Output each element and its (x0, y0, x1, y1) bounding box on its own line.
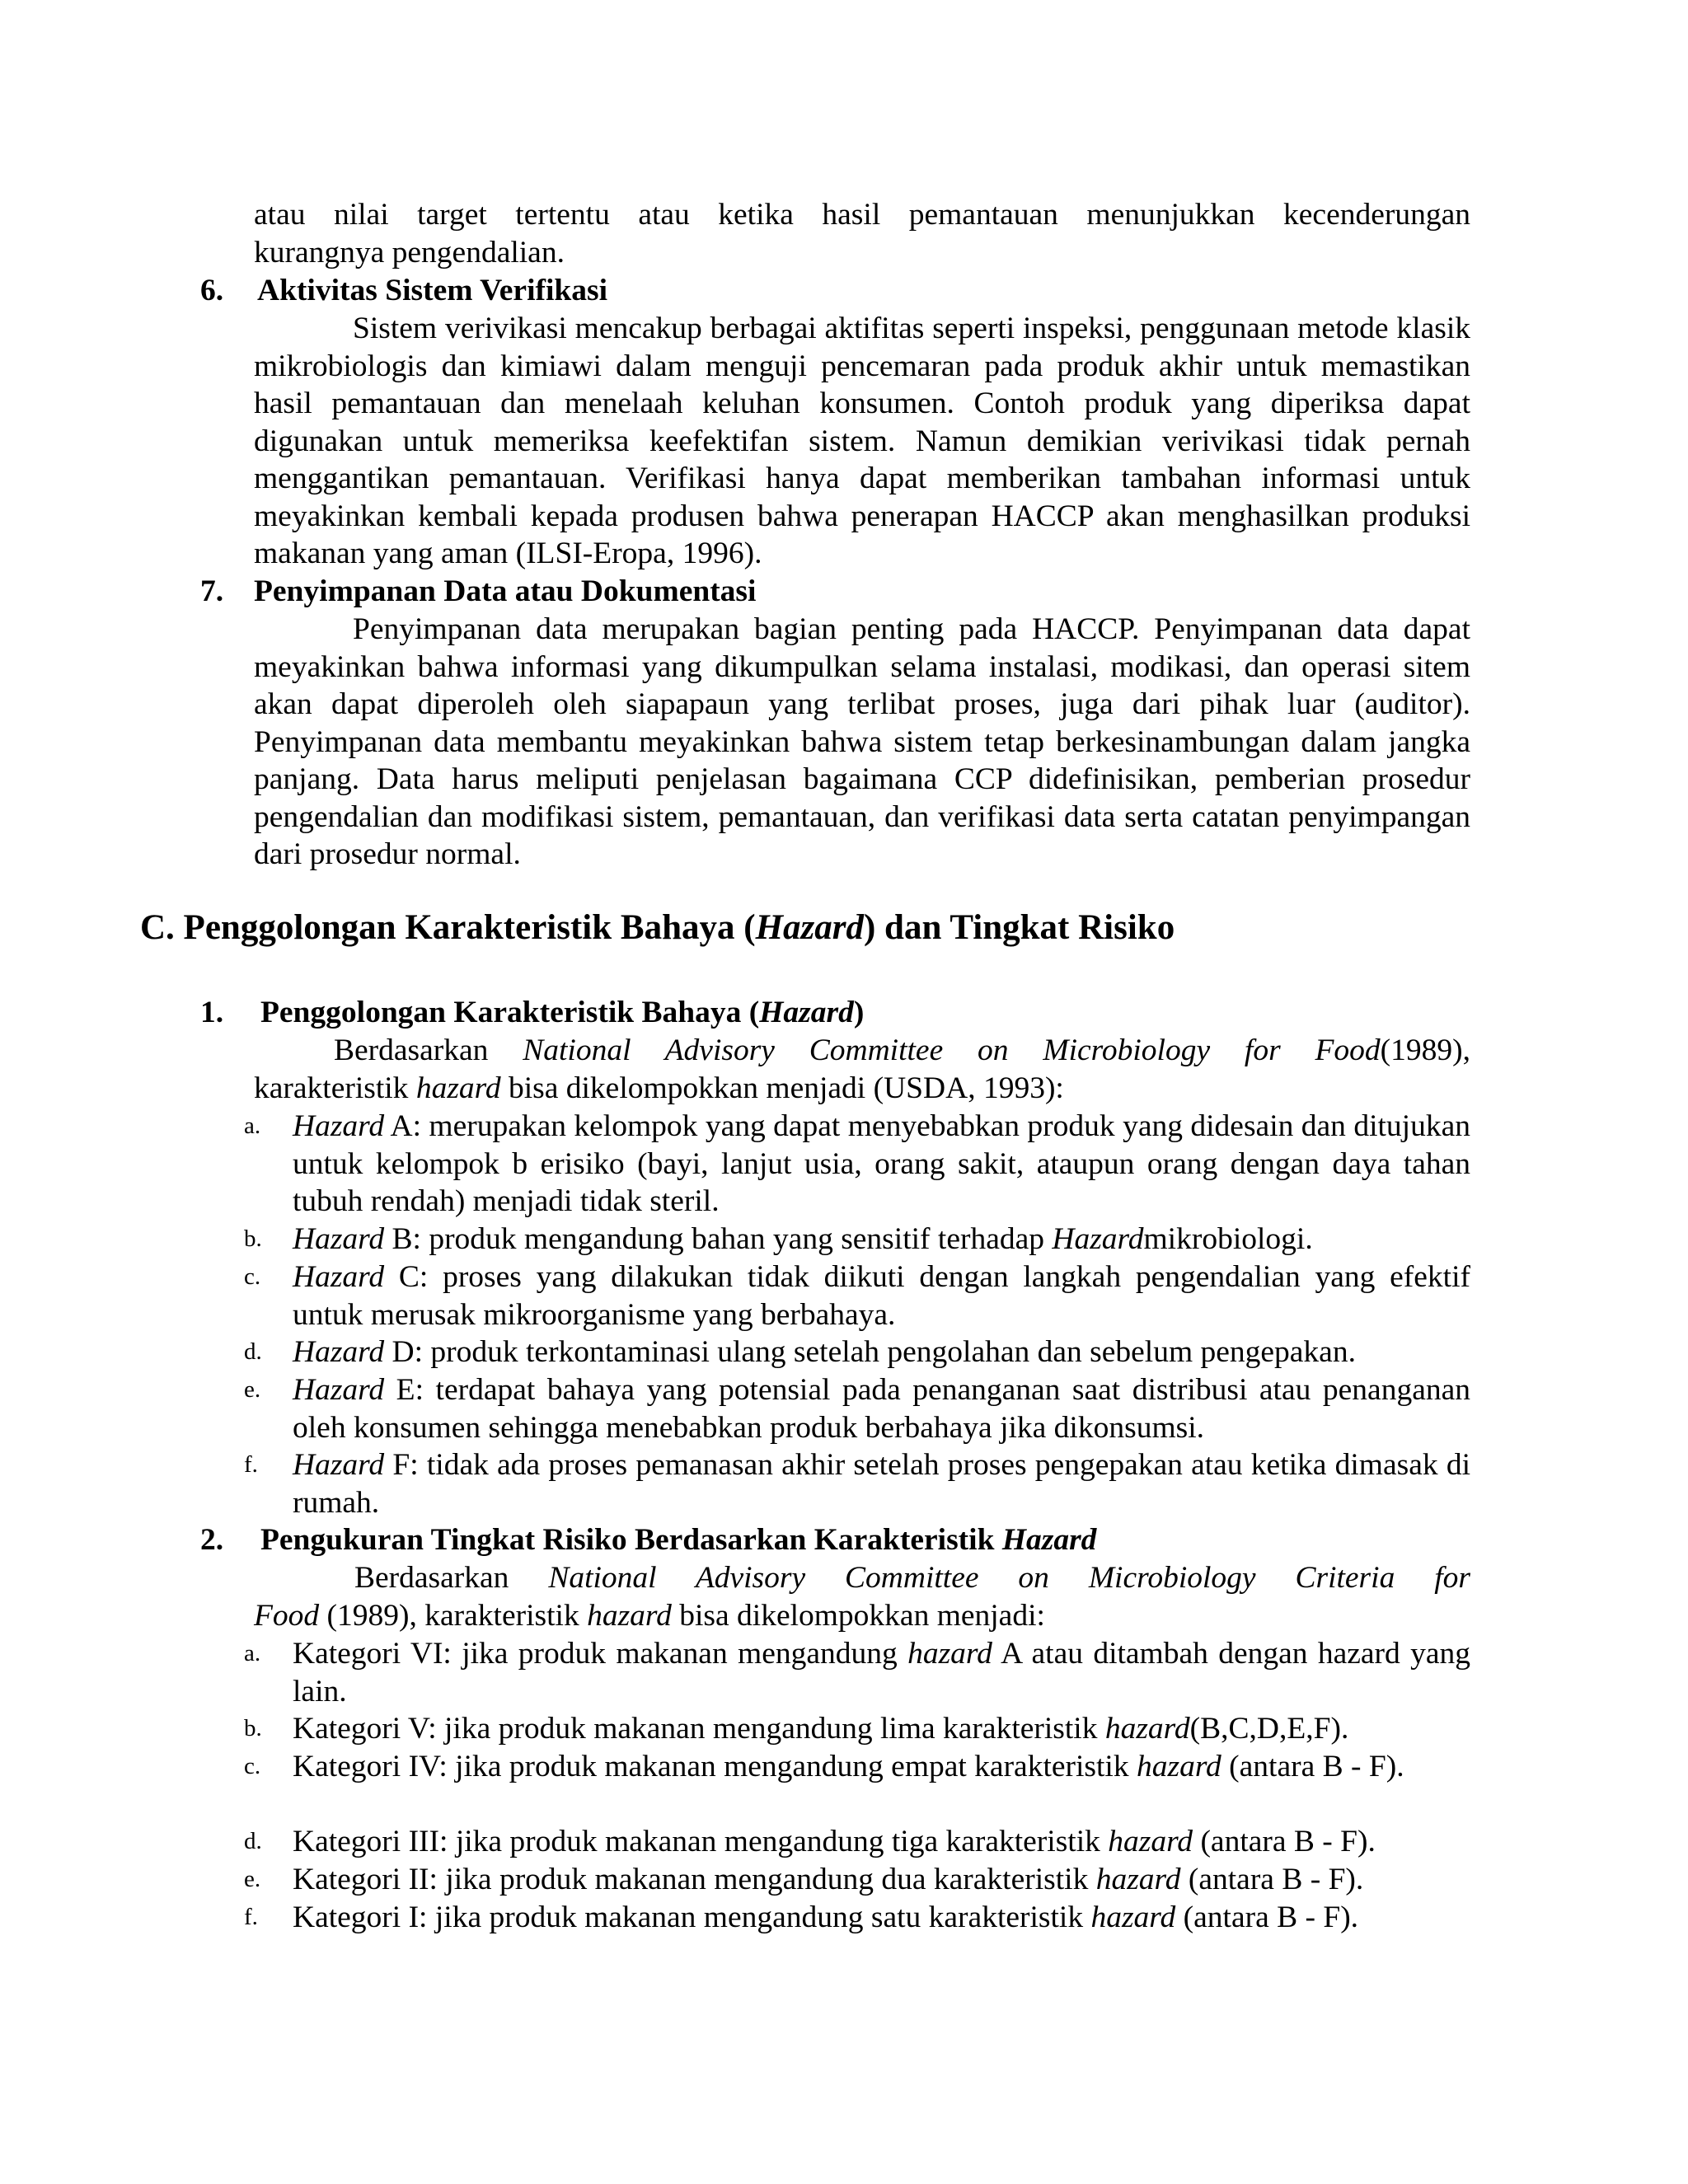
c2-item-d-text: Kategori III: jika produk makanan mengandung tiga karakteristik (293, 1825, 1109, 1858)
c2-item-b-text: Kategori V: jika produk makanan mengandung lima karakteristik (293, 1712, 1105, 1746)
c1-item-f-hazard: Hazard (293, 1448, 385, 1482)
c1-item-a-text: A: merupakan kelompok yang dapat menyebabkan produk yang didesain dan ditujukan untuk kelompok b erisiko (bayi, lanjut usia, orang sakit, ataupun orang dengan daya tahan tubuh rendah) menjadi tidak steril. (293, 1109, 1470, 1218)
c2-item-e (293, 1861, 1363, 1899)
c1-item-f-text: F: tidak ada proses pemanasan akhir setelah proses pengepakan atau ketika dimasak di rumah. (293, 1448, 1470, 1520)
c2-item-a (293, 1635, 1470, 1710)
subsection-1-title-a: Penggolongan Karakteristik Bahaya ( (260, 996, 760, 1029)
c1-item-d-text: D: produk terkontaminasi ulang setelah pengolahan dan sebelum pengepakan. (384, 1335, 1356, 1369)
intro-2-hazard: hazard (415, 1071, 501, 1105)
c2-intro-2-b: bisa dikelompokkan menjadi: (671, 1599, 1045, 1633)
c1-item-c-letter: c. (244, 1263, 261, 1290)
c2-item-e-text: Kategori II: jika produk makanan mengandung dua karakteristik (293, 1863, 1096, 1896)
c2-item-f-text-2: (antara B - F). (1175, 1900, 1359, 1934)
subsection-2-intro-line-2 (254, 1597, 1045, 1635)
c2-item-d-text-2: (antara B - F). (1193, 1825, 1376, 1858)
c1-item-d-letter: d. (244, 1338, 262, 1365)
c2-item-b-hazard: hazard (1104, 1712, 1190, 1746)
c1-item-c-text: C: proses yang dilakukan tidak diikuti dengan langkah pengendalian yang efektif untuk merusak mikroorganisme yang berbahaya. (293, 1260, 1470, 1332)
section-c-heading-text-a: C. Penggolongan Karakteristik Bahaya ( (140, 908, 756, 947)
c1-item-b-text: B: produk mengandung bahan yang sensitif terhadap (384, 1222, 1053, 1256)
intro-1-committee: National Advisory Committee on Microbiology for Food (523, 1033, 1381, 1067)
c1-item-a (293, 1108, 1470, 1221)
subsection-1-title-b: ) (853, 996, 865, 1029)
c1-item-b-letter: b. (244, 1226, 262, 1252)
c2-item-c-hazard: hazard (1136, 1750, 1221, 1783)
c1-item-e (293, 1371, 1470, 1446)
section-c-heading-text-b: ) dan Tingkat Risiko (863, 908, 1175, 947)
c1-item-f (293, 1446, 1470, 1521)
c2-item-f-text: Kategori I: jika produk makanan mengandung satu karakteristik (293, 1900, 1091, 1934)
c1-item-a-hazard: Hazard (293, 1109, 385, 1143)
c1-item-f-letter: f. (244, 1451, 258, 1478)
subsection-2-title-hazard: Hazard (1001, 1523, 1097, 1557)
continuation-line-1: atau nilai target tertentu atau ketika hasil pemantauan menunjukkan kecenderungan (254, 198, 1470, 232)
c2-item-a-letter: a. (244, 1640, 261, 1666)
c1-item-b-text-2: mikrobiologi. (1143, 1222, 1313, 1256)
c1-item-b (293, 1221, 1313, 1258)
subsection-2-number: 2. (200, 1523, 224, 1557)
subsection-2-intro-line-1 (354, 1559, 1470, 1597)
c2-item-f-hazard: hazard (1090, 1900, 1176, 1934)
c2-intro-1-a: Berdasarkan (354, 1561, 549, 1595)
intro-1-a: Berdasarkan (334, 1033, 523, 1067)
c1-item-b-hazard: Hazard (293, 1222, 385, 1256)
c2-item-a-text-2: A atau ditambah dengan hazard yang lain. (293, 1637, 1470, 1708)
section-c-heading-hazard: Hazard (755, 908, 864, 947)
subsection-2-title (260, 1521, 1096, 1559)
c2-item-c-text: Kategori IV: jika produk makanan mengandung empat karakteristik (293, 1750, 1137, 1783)
c2-item-b-text-2: (B,C,D,E,F). (1189, 1712, 1349, 1746)
c2-intro-2-hazard: hazard (587, 1599, 672, 1633)
c2-item-e-letter: e. (244, 1866, 261, 1892)
c2-item-d-letter: d. (244, 1828, 262, 1854)
c1-item-d (293, 1333, 1356, 1371)
subsection-1-number: 1. (200, 996, 224, 1029)
c2-intro-2-food: Food (254, 1599, 320, 1633)
section-7-paragraph: Penyimpanan data merupakan bagian penting pada HACCP. Penyimpanan data dapat meyakinkan bahwa informasi yang dikumpulkan selama instalasi, modikasi, dan operasi sitem akan dapat diperoleh oleh siapapaun yang terlibat proses, juga dari pihak luar (auditor). Penyimpanan data membantu meyakinkan bahwa sistem tetap berkesinambungan dalam jangka panjang. Data harus meliputi penjelasan bagaimana CCP didefinisikan, pemberian prosedur pengendalian dan modifikasi sistem, pemantauan, dan verifikasi data serta catatan penyimpangan dari prosedur normal. (254, 612, 1470, 871)
c2-item-c-text-2: (antara B - F). (1221, 1750, 1404, 1783)
section-6-paragraph: Sistem verivikasi mencakup berbagai aktifitas seperti inspeksi, penggunaan metode klasik mikrobiologis dan kimiawi dalam menguji pencemaran pada produk akhir untuk memastikan hasil pemantauan dan menelaah keluhan konsumen. Contoh produk yang diperiksa dapat digunakan untuk memeriksa keefektifan sistem. Namun demikian verivikasi tidak pernah menggantikan pemantauan. Verifikasi hanya dapat memberikan tambahan informasi untuk meyakinkan kembali kepada produsen bahwa penerapan HACCP akan menghasilkan produksi makanan yang aman (ILSI-Eropa, 1996). (254, 312, 1470, 570)
intro-2-a: karakteristik (254, 1071, 416, 1105)
section-c-heading (140, 905, 1175, 951)
c2-intro-2-a: (1989), karakteristik (319, 1599, 588, 1633)
c2-item-d-hazard: hazard (1108, 1825, 1193, 1858)
subsection-1-intro-line-1 (334, 1032, 1470, 1070)
c2-item-e-text-2: (antara B - F). (1180, 1863, 1364, 1896)
c2-item-d (293, 1823, 1376, 1861)
c2-item-a-hazard: hazard (907, 1637, 992, 1671)
c2-item-b-letter: b. (244, 1715, 262, 1741)
subsection-1-title (260, 994, 864, 1032)
section-7-title: Penyimpanan Data atau Dokumentasi (254, 574, 757, 608)
c1-item-a-letter: a. (244, 1113, 261, 1139)
subsection-2-title-a: Pengukuran Tingkat Risiko Berdasarkan Karakteristik (260, 1523, 1002, 1557)
c2-item-f (293, 1899, 1358, 1937)
c2-item-c-letter: c. (244, 1753, 261, 1779)
continuation-line-2: kurangnya pengendalian. (254, 236, 565, 269)
c2-item-b (293, 1710, 1348, 1748)
c2-item-c (293, 1748, 1470, 1786)
intro-2-b: bisa dikelompokkan menjadi (USDA, 1993): (500, 1071, 1064, 1105)
c2-intro-1-committee: National Advisory Committee on Microbiology Criteria for (548, 1561, 1470, 1595)
subsection-1-title-hazard: Hazard (759, 996, 854, 1029)
c1-item-c-hazard: Hazard (293, 1260, 385, 1294)
section-7-number: 7. (200, 574, 224, 608)
c1-item-c (293, 1258, 1470, 1333)
c1-item-e-hazard: Hazard (293, 1373, 385, 1407)
c1-item-b-hazard-2: Hazard (1052, 1222, 1144, 1256)
c1-item-d-hazard: Hazard (293, 1335, 385, 1369)
c1-item-e-text: E: terdapat bahaya yang potensial pada penanganan saat distribusi atau penanganan oleh konsumen sehingga menebabkan produk berbahaya jika dikonsumsi. (293, 1373, 1470, 1445)
c2-item-a-text: Kategori VI: jika produk makanan mengandung (293, 1637, 908, 1671)
subsection-1-intro-line-2 (254, 1070, 1064, 1108)
c2-item-f-letter: f. (244, 1904, 258, 1930)
section-6-number: 6. (200, 274, 224, 307)
intro-1-b: (1989), (1380, 1033, 1470, 1067)
c2-item-e-hazard: hazard (1095, 1863, 1181, 1896)
c1-item-e-letter: e. (244, 1376, 261, 1403)
section-6-title: Aktivitas Sistem Verifikasi (257, 274, 608, 307)
